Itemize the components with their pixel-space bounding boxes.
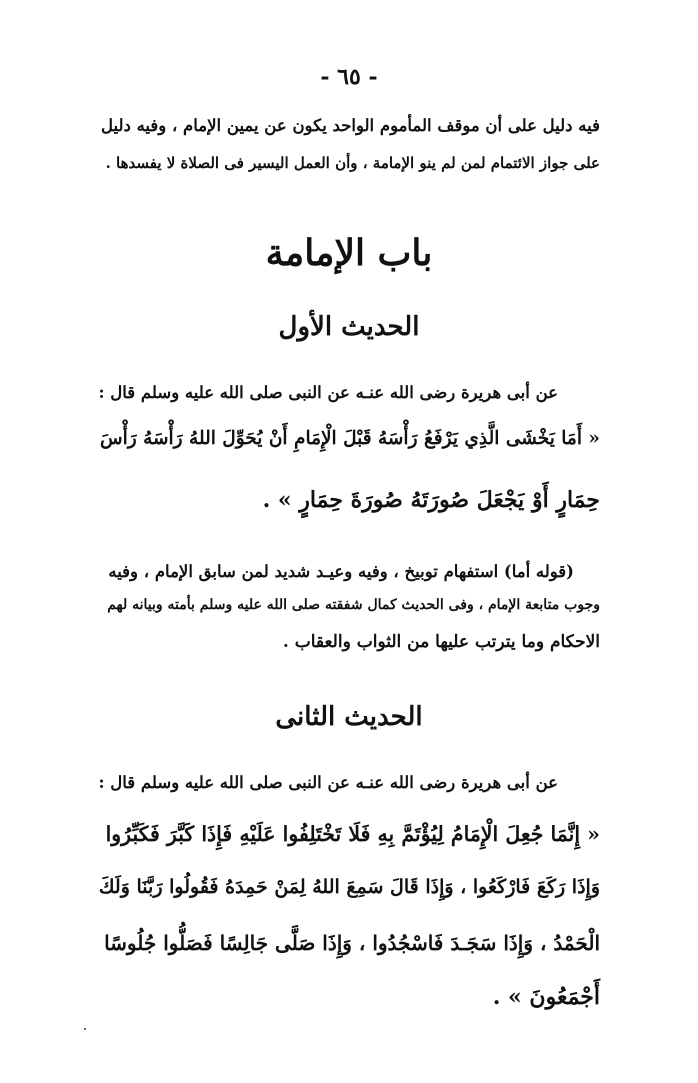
hadith-1-commentary-line-3: الاحكام وما يترتب عليها من الثواب والعقاب .: [282, 632, 600, 652]
chapter-title: باب الإمامة: [265, 232, 433, 274]
hadith-1-heading: الحديث الأول: [278, 312, 420, 342]
intro-line-1: فيه دليل على أن موقف المأموم الواحد يكون عن يمين الإمام ، وفيه دليل: [100, 116, 600, 135]
hadith-1-commentary-line-1: (قوله أما) استفهام توبيخ ، وفيه وعيـد شديد لمن سابق الإمام ، وفيه: [108, 562, 574, 581]
page-number: - ٦٥ -: [320, 64, 378, 90]
hadith-1-text-line-1: « أَمَا يَخْشَى الَّذِي يَرْفَعُ رَأْسَهُ قَبْلَ الْإِمَامِ أَنْ يُحَوِّلَ اللهُ رَأْسَهُ رَأْسَ: [100, 428, 600, 449]
hadith-2-narrator: عن أبى هريرة رضى الله عنـه عن النبى صلى الله عليه وسلم قال :: [98, 773, 558, 792]
hadith-2-text-line-3: الْحَمْدُ ، وَإِذَا سَجَـدَ فَاسْجُدُوا ، وَإِذَا صَلَّى جَالِسًا فَصَلُّوا جُلُوسًا: [104, 931, 600, 955]
hadith-1-text-line-2: حِمَارٍ أَوْ يَجْعَلَ صُورَتَهُ صُورَةَ حِمَارٍ » .: [262, 487, 600, 513]
hadith-2-text-line-2: وَإِذَا رَكَعَ فَارْكَعُوا ، وَإِذَا قَالَ سَمِعَ اللهُ لِمَنْ حَمِدَهُ فَقُولُوا رَبَّنَا وَلَكَ: [98, 876, 600, 898]
hadith-2-heading: الحديث الثانى: [275, 702, 423, 732]
hadith-1-commentary-line-2: وجوب متابعة الإمام ، وفى الحديث كمال شفقته صلى الله عليه وسلم بأمته وبيانه لهم: [107, 597, 600, 613]
hadith-2-text-line-4: أَجْمَعُونَ » .: [492, 984, 600, 1010]
intro-line-2: على جواز الائتمام لمن لم ينو الإمامة ، وأن العمل اليسير فى الصلاة لا يفسدها .: [105, 154, 600, 172]
hadith-2-text-line-1: « إِنَّمَا جُعِلَ الْإِمَامُ لِيُؤْتَمَّ بِهِ فَلَا تَخْتَلِفُوا عَلَيْهِ فَإِذَا كَبَّرَ فَكَبِّرُوا: [105, 822, 600, 846]
stray-mark: [84, 1028, 86, 1030]
hadith-1-narrator: عن أبى هريرة رضى الله عنـه عن النبى صلى الله عليه وسلم قال :: [98, 383, 558, 402]
